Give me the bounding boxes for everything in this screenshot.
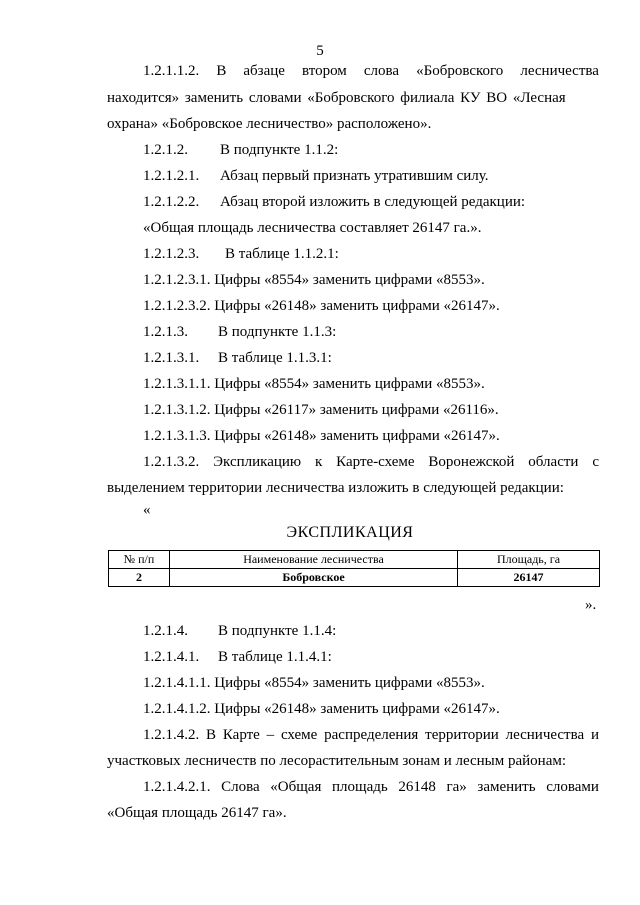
paragraph-line: 1.2.1.2.3.1. Цифры «8554» заменить цифрами «8553».	[143, 272, 485, 288]
word: словами	[546, 779, 599, 795]
opening-quote: «	[143, 502, 151, 518]
explication-title: ЭКСПЛИКАЦИЯ	[286, 524, 414, 541]
table-cell: 26147	[458, 569, 600, 587]
clause-number: 1.2.1.3.1.	[143, 350, 200, 366]
word: Воронежской	[428, 454, 515, 470]
word: и	[590, 727, 599, 743]
clause-text: В таблице 1.1.3.1:	[218, 350, 332, 366]
word: Слова	[221, 779, 260, 795]
word: схеме	[280, 727, 318, 743]
table-cell: 2	[109, 569, 170, 587]
clause-text: В подпункте 1.1.3:	[218, 324, 337, 340]
clause-text: Абзац первый признать утратившим силу.	[220, 168, 489, 184]
paragraph-line	[143, 245, 339, 263]
clause-text: Абзац второй изложить в следующей редакции:	[220, 194, 526, 210]
paragraph-line: 1.2.1.3.1.1. Цифры «8554» заменить цифрами «8553».	[143, 376, 485, 392]
clause-text: В таблице 1.1.4.1:	[218, 649, 332, 665]
clause-number: 1.2.1.1.2.	[143, 63, 200, 79]
closing-quote: ».	[585, 597, 597, 613]
paragraph-line: охрана» «Бобровское лесничество» расположено».	[107, 116, 432, 132]
clause-number: 1.2.1.3.	[143, 324, 188, 340]
paragraph-line	[143, 778, 599, 796]
paragraph-line: участковых лесничеств по лесорастительным зонам и лесным районам:	[107, 753, 567, 769]
word: Экспликацию	[213, 454, 302, 470]
clause-text: В подпункте 1.1.2:	[220, 142, 339, 158]
paragraph-line: 1.2.1.3.1.2. Цифры «26117» заменить цифрами «26116».	[143, 402, 499, 418]
column-header: Наименование лесничества	[170, 551, 458, 569]
word: лесничества	[520, 63, 599, 79]
paragraph-line	[143, 62, 599, 80]
paragraph-line	[143, 323, 336, 341]
table-row	[109, 569, 600, 587]
word: области	[528, 454, 579, 470]
word: В	[216, 63, 227, 79]
paragraph-line	[143, 648, 332, 666]
clause-number: 1.2.1.2.1.	[143, 168, 200, 184]
paragraph-line	[143, 726, 599, 744]
column-header: Площадь, га	[458, 551, 600, 569]
paragraph-line: выделением территории лесничества изложить в следующей редакции:	[107, 480, 564, 496]
word: 26148	[398, 779, 436, 795]
word: втором	[302, 63, 347, 79]
clause-number: 1.2.1.2.2.	[143, 194, 200, 210]
clause-number: 1.2.1.4.1.	[143, 649, 200, 665]
word: В	[206, 727, 217, 743]
table-header-row	[109, 551, 600, 569]
paragraph-line	[143, 453, 599, 471]
word: Карте-схеме	[336, 454, 415, 470]
word: Карте	[222, 727, 260, 743]
table-cell: Бобровское	[170, 569, 458, 587]
page-number: 5	[316, 43, 324, 59]
paragraph-line	[143, 141, 338, 159]
word: распределения	[324, 727, 419, 743]
paragraph-line: «Общая площадь 26147 га».	[107, 805, 287, 821]
paragraph-line: находится» заменить словами «Бобровского филиала КУ ВО «Лесная	[107, 90, 566, 106]
column-header: № п/п	[109, 551, 170, 569]
word: слова	[363, 63, 400, 79]
paragraph-line: 1.2.1.2.3.2. Цифры «26148» заменить цифрами «26147».	[143, 298, 500, 314]
clause-number: 1.2.1.3.2.	[143, 454, 200, 470]
paragraph-line	[143, 193, 525, 211]
word: –	[266, 727, 275, 743]
word: площадь	[332, 779, 388, 795]
word: заменить	[477, 779, 536, 795]
paragraph-line: 1.2.1.3.1.3. Цифры «26148» заменить цифрами «26147».	[143, 428, 500, 444]
clause-number: 1.2.1.2.3.	[143, 246, 200, 262]
word: лесничества	[505, 727, 585, 743]
word: га»	[446, 779, 467, 795]
paragraph-line	[143, 622, 336, 640]
clause-text: В таблице 1.1.2.1:	[225, 246, 339, 262]
word: территории	[425, 727, 499, 743]
paragraph-line	[143, 167, 489, 185]
word: с	[592, 454, 599, 470]
clause-number: 1.2.1.2.	[143, 142, 188, 158]
clause-number: 1.2.1.4.2.	[143, 727, 200, 743]
paragraph-line: «Общая площадь лесничества составляет 26147 га.».	[143, 220, 482, 236]
clause-text: В подпункте 1.1.4:	[218, 623, 337, 639]
clause-number: 1.2.1.4.	[143, 623, 188, 639]
word: «Общая	[270, 779, 322, 795]
word: к	[315, 454, 323, 470]
explication-table	[108, 550, 600, 587]
paragraph-line: 1.2.1.4.1.2. Цифры «26148» заменить цифрами «26147».	[143, 701, 500, 717]
paragraph-line	[143, 349, 332, 367]
word: «Бобровского	[416, 63, 504, 79]
word: абзаце	[243, 63, 285, 79]
paragraph-line: 1.2.1.4.1.1. Цифры «8554» заменить цифрами «8553».	[143, 675, 485, 691]
clause-number: 1.2.1.4.2.1.	[143, 779, 211, 795]
